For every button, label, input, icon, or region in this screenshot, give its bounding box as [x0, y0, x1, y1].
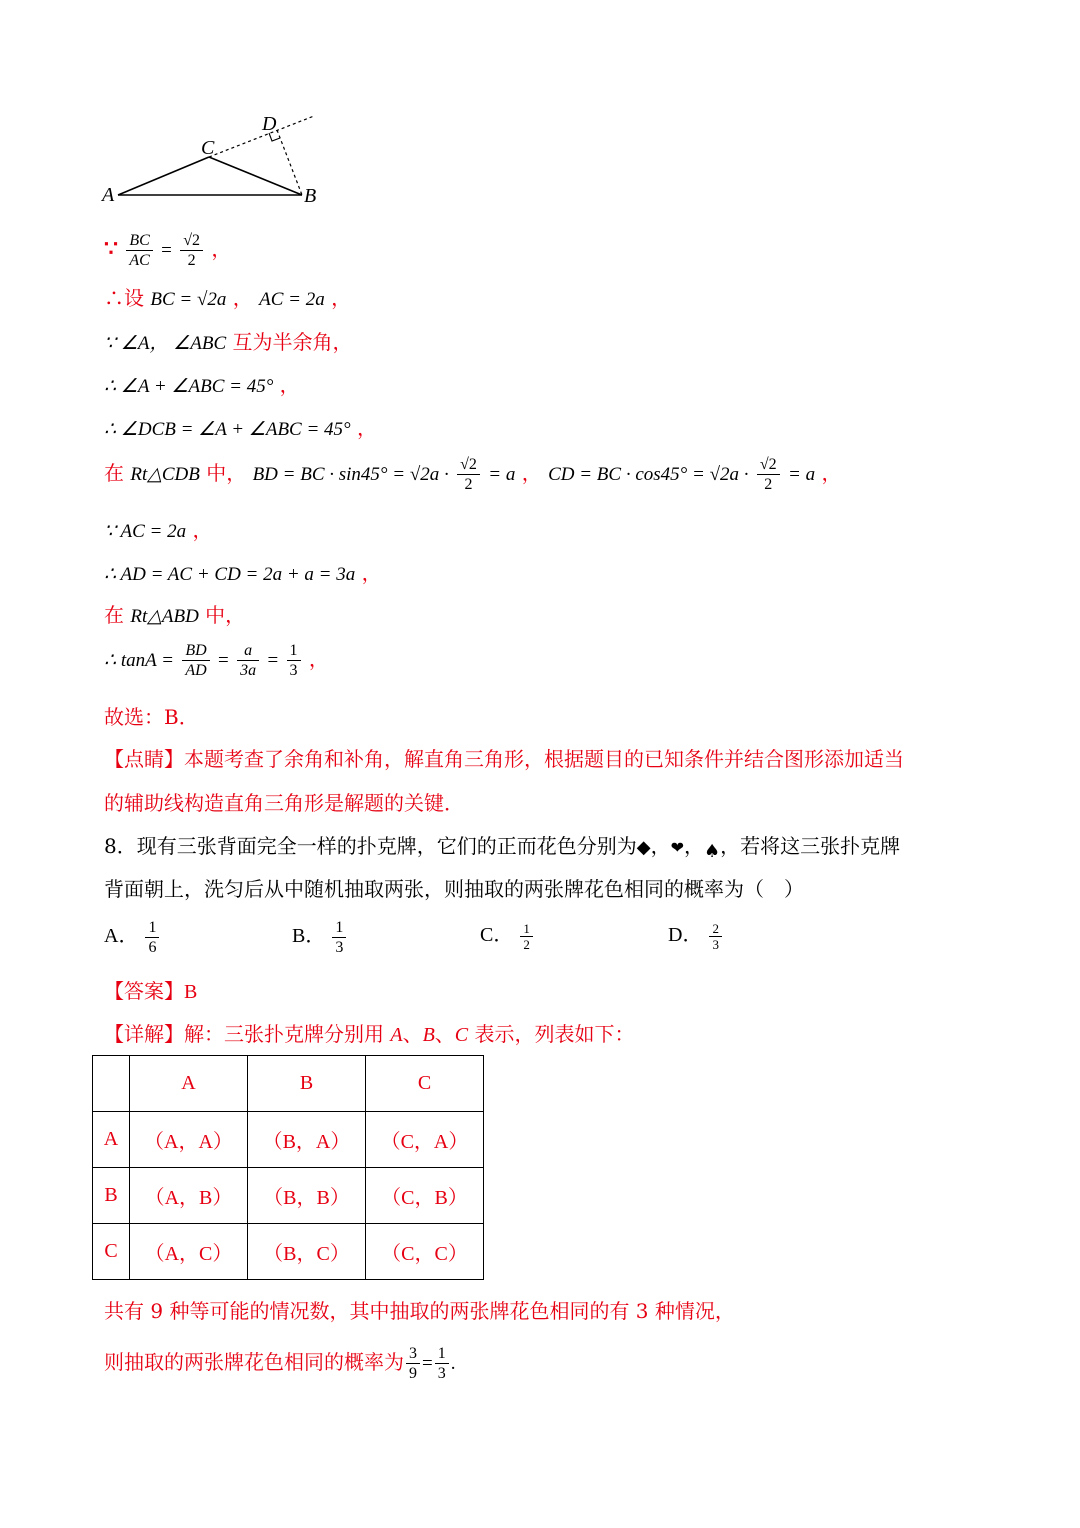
solution-line-6: 在 Rt△CDB 中， BD = BC · sin45° = √2a · $\frac{√2}{2}$ = a ， CD = BC · cos45° = √2a · $\frac{√2}{2}$ = a ，: [104, 456, 842, 493]
solution-line-10: ∴ tanA = $\frac{BD}{AD}$ = $\frac{a}{3a}$ = $\frac{1}{3}$ ，: [104, 642, 329, 679]
solution-line-9: 在 Rt△ABD 中，: [104, 603, 246, 627]
table-row: B （A，B） （B，B） （C，B）: [93, 1168, 484, 1224]
ratio-fraction: $\frac{BC}{AC}$: [126, 231, 152, 270]
diamond-icon: ◆: [636, 837, 651, 858]
option-d[interactable]: D． $\frac{2}{3}$: [668, 918, 724, 952]
solution-line-8: ∴ AD = AC + CD = 2a + a = 3a ，: [104, 561, 382, 585]
root-fraction: $\frac{√2}{2}$: [180, 231, 203, 270]
table-row: A （A，A） （B，A） （C，A）: [93, 1112, 484, 1168]
choice-result: 故选：B．: [104, 705, 199, 729]
label-d: D: [262, 113, 277, 135]
sqrt2-over-2-fraction: $\frac{√2}{2}$: [757, 455, 780, 494]
segment-cb: [209, 157, 302, 195]
solution-line-3: ∵ ∠A， ∠ABC 互为半余角，: [104, 330, 353, 354]
solution-line-1: ∵ $\frac{BC}{AC}$ = $\frac{√2}{2}$ ，: [104, 232, 232, 269]
option-c[interactable]: C． $\frac{1}{2}$: [480, 918, 535, 952]
label-c: C: [201, 137, 215, 159]
table-header-row: A B C: [93, 1056, 484, 1112]
question-line-2: 背面朝上，洗匀后从中随机抽取两张，则抽取的两张牌花色相同的概率为（ ）: [104, 877, 804, 901]
option-b[interactable]: B． $\frac{1}{3}$: [292, 918, 348, 957]
dianjing-line-1: 【点睛】本题考查了余角和补角，解直角三角形，根据题目的已知条件并结合图形添加适当: [104, 747, 904, 771]
option-a[interactable]: A． $\frac{1}{6}$: [104, 918, 161, 957]
question-line-1: 8．现有三张背面完全一样的扑克牌，它们的正而花色分别为◆，❤，♠，若将这三张扑克牌: [104, 834, 901, 862]
solution-line-2: ∴设 BC = √2a ， AC = 2a ，: [104, 286, 352, 310]
conclusion-line-1: 共有 9 种等可能的情况数，其中抽取的两张牌花色相同的有 3 种情况，: [104, 1299, 735, 1323]
label-b: B: [304, 185, 317, 207]
solution-line-7: ∵ AC = 2a ，: [104, 518, 213, 542]
three-ninths-fraction: $\frac{3}{9}$: [406, 1344, 420, 1383]
heart-icon: ❤: [670, 838, 684, 857]
label-a: A: [102, 184, 115, 206]
solution-line-5: ∴ ∠DCB = ∠A + ∠ABC = 45° ，: [104, 416, 378, 440]
one-third-fraction: $\frac{1}{3}$: [435, 1344, 449, 1383]
dianjing-line-2: 的辅助线构造直角三角形是解题的关键．: [104, 791, 464, 815]
segment-db: [277, 130, 302, 195]
segment-ac: [118, 157, 209, 195]
answer-line: 【答案】B: [104, 979, 198, 1003]
sqrt2-over-2-fraction: $\frac{√2}{2}$: [457, 455, 480, 494]
outcome-table: [92, 1055, 484, 1280]
conclusion-line-2: 则抽取的两张牌花色相同的概率为 $\frac{3}{9}$ = $\frac{1}{3}$ .: [104, 1345, 456, 1382]
a-over-3a-fraction: $\frac{a}{3a}$: [237, 641, 259, 680]
triangle-figure: [96, 108, 336, 208]
detail-line: 【详解】解：三张扑克牌分别用 A、B、C 表示，列表如下：: [104, 1022, 635, 1046]
one-third-fraction: $\frac{1}{3}$: [287, 641, 301, 680]
spade-icon: ♠: [703, 841, 721, 862]
bd-over-ad-fraction: $\frac{BD}{AD}$: [182, 641, 209, 680]
solution-line-4: ∴ ∠A + ∠ABC = 45° ，: [104, 373, 300, 397]
table-row: C （A，C） （B，C） （C，C）: [93, 1224, 484, 1280]
